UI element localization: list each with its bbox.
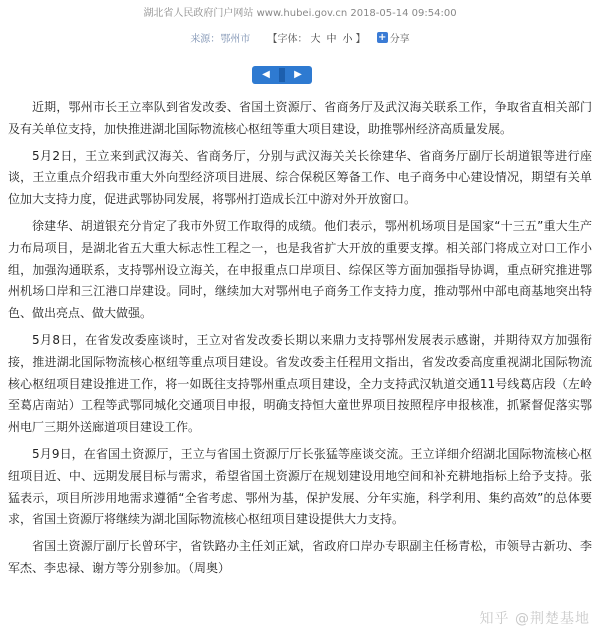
share-label: 分享 xyxy=(389,34,410,45)
source-line xyxy=(190,30,250,45)
font-size-medium-button[interactable]: 中 xyxy=(326,34,337,45)
share-button[interactable] xyxy=(377,30,410,45)
watermark: 知乎 @荆楚基地 xyxy=(479,611,590,627)
article-pager xyxy=(252,66,312,84)
next-page-button[interactable] xyxy=(287,67,309,83)
article-paragraph: 5月2日，王立来到武汉海关、省商务厅，分别与武汉海关关长徐建华、省商务厅副厅长胡道银等进行座谈，王立重点介绍我市重大外向型经济项目进展、综合保税区筹备工作、电子商务中心建设情况，期望有关单位加大支持力度，促进武鄂协同发展，将鄂州打造成长江中游对外开放窗口。 xyxy=(8,148,592,207)
pager-divider xyxy=(279,68,285,82)
article-body xyxy=(0,97,600,585)
font-size-label: 【字体： xyxy=(267,34,308,45)
article-paragraph: 徐建华、胡道银充分肯定了我市外贸工作取得的成绩。他们表示，鄂州机场项目是国家“十三五”重大生产力布局项目，是湖北省五大重大标志性工程之一，也是我省扩大开放的重要支撑。相关部门将成立对口工作小组，加强沟通联系，支持鄂州设立海关，在申报重点口岸项目、综保区等方面加强指导协调，重点研究推进鄂州机场口岸和三江港口岸建设。同时，继续加大对鄂州电子商务工作支持力度，推动鄂州中部电商基地突出特色、做出亮点、做大做强。 xyxy=(8,218,592,321)
article-paragraph: 近期，鄂州市长王立率队到省发改委、省国土资源厅、省商务厅及武汉海关联系工作，争取省直相关部门及有关单位支持，加快推进湖北国际物流核心枢纽等重大项目建设，助推鄂州经济高质量发展。 xyxy=(8,100,592,136)
article-paragraph: 5月8日，在省发改委座谈时，王立对省发改委长期以来鼎力支持鄂州发展表示感谢，并期待双方加强衔接，推进湖北国际物流核心枢纽等重点项目建设。省发改委主任程用文指出，省发改委高度重视湖北国际物流核心枢纽项目建设推进工作，将一如既往支持鄂州重点项目建设，全力支持武汉轨道交通11号线葛店段（左岭至葛店南站）工程等武鄂同城化交通项目申报，明确支持恒大童世界项目按照程序申报核准，抓紧督促落实鄂州电厂三期外送廊道项目建设工作。 xyxy=(8,332,592,435)
share-plus-icon: + xyxy=(377,32,387,43)
font-size-large-button[interactable]: 大 xyxy=(310,34,321,45)
chevron-left-icon: ◀ xyxy=(262,69,270,80)
font-size-small-button[interactable]: 小 xyxy=(342,34,353,45)
article-paragraph: 5月9日，在省国土资源厅，王立与省国土资源厅厅长张猛等座谈交流。王立详细介绍湖北国际物流核心枢纽项目近、中、远期发展目标与需求，希望省国土资源厅在规划建设用地空间和补充耕地指标上给予支持。张猛表示，项目所涉用地需求遵循“全省考虑、鄂州为基，保护发展、分年实施，科学利用、集约高效”的总体要求，省国土资源厅将继续为湖北国际物流核心枢纽项目建设提供大力支持。 xyxy=(8,446,592,527)
article-toolbar xyxy=(0,30,600,45)
source-label: 来源： xyxy=(190,34,221,45)
source-name: 鄂州市 xyxy=(220,34,251,45)
article-paragraph: 省国土资源厅副厅长曾环宇，省铁路办主任刘正斌，省政府口岸办专职副主任杨青松，市领导古新功、李军杰、李忠禄、谢方等分别参加。（周奥） xyxy=(8,539,592,575)
font-size-close-bracket: 】 xyxy=(355,34,366,45)
font-size-controls xyxy=(268,30,366,45)
prev-page-button[interactable] xyxy=(255,67,277,83)
chevron-right-icon: ▶ xyxy=(294,69,302,80)
article-meta: 湖北省人民政府门户网站 www.hubei.gov.cn 2018-05-14 09:54:00 xyxy=(143,8,457,19)
